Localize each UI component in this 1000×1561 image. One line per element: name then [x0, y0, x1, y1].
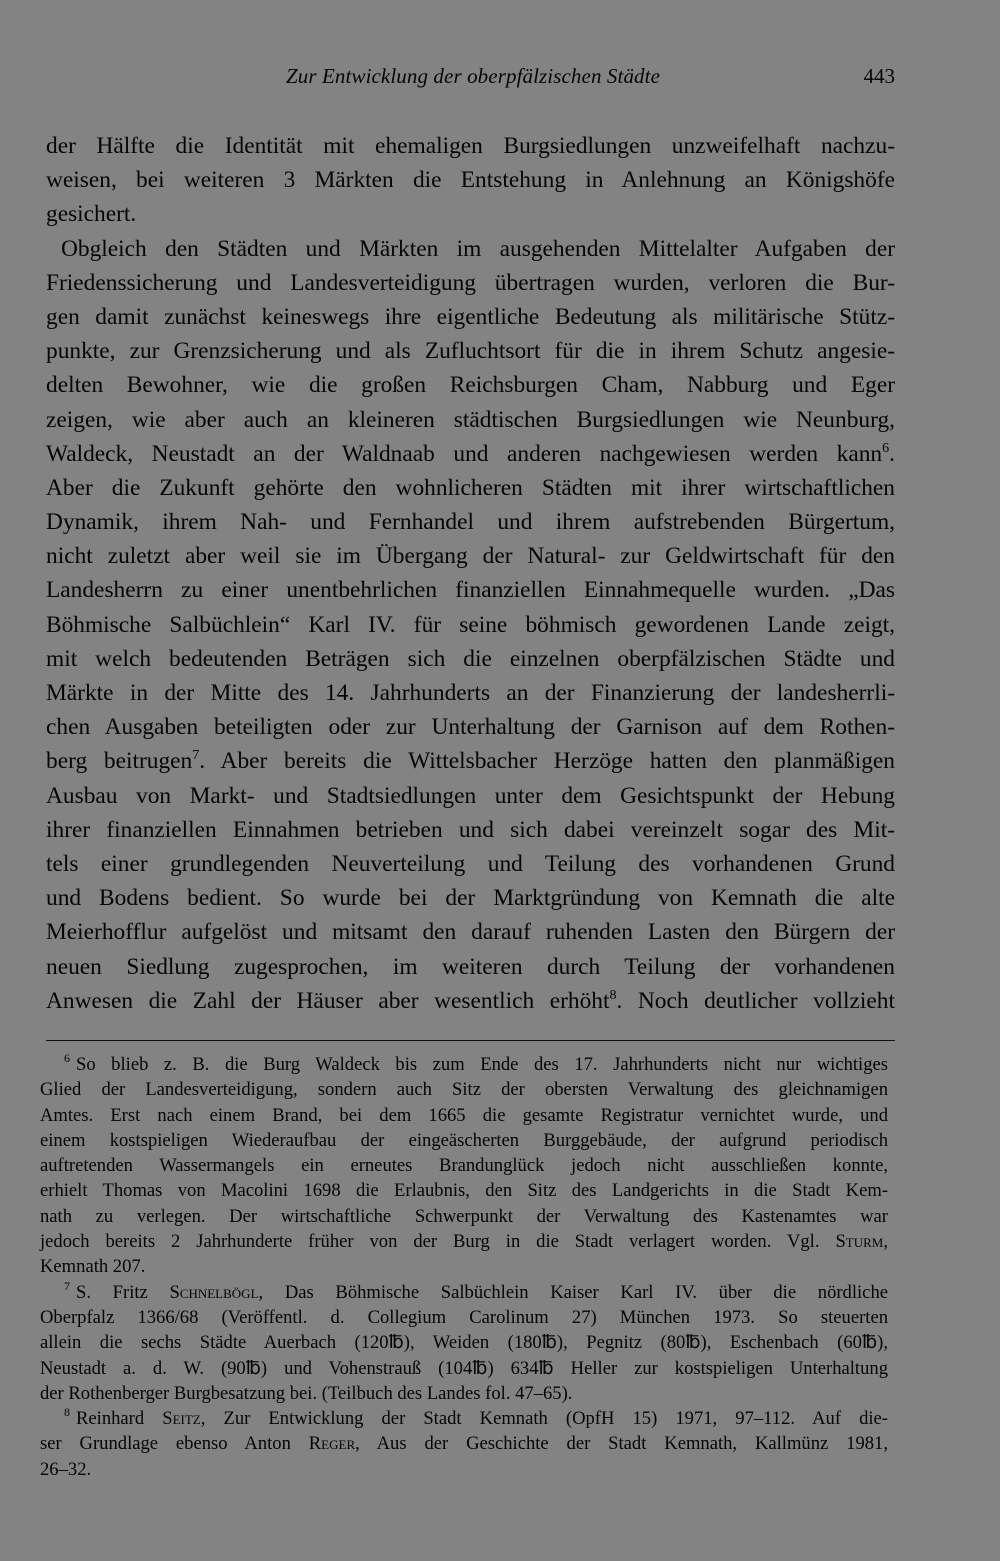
footnote-7-text: , Das Böhmische Salbüchlein Kaiser Karl IV. über die nördliche — [258, 1281, 888, 1303]
body-line: mit welch bedeutenden Beträgen sich die einzelnen oberpfälzischen Städte und — [46, 645, 895, 672]
footnote-6-text: jedoch bereits 2 Jahrhunderte früher von der Burg in die Stadt verlagert worden. Vgl. — [40, 1231, 836, 1253]
footnote-8-text: Reinhard — [76, 1408, 163, 1430]
footnote-6-line: Glied der Landesverteidigung, sondern auch Sitz der obersten Verwaltung des gleichnamigen — [40, 1079, 888, 1101]
body-line: punkte, zur Grenzsicherung und als Zufluchtsort für die in ihrem Schutz angesie- — [46, 338, 895, 365]
footnote-7-line: allein die sechs Städte Auerbach (120℔), Weiden (180℔), Pegnitz (80℔), Eschenbach (60℔), — [40, 1332, 888, 1354]
footnotes — [40, 1052, 888, 1482]
body-line: zeigen, wie aber auch an kleineren städtischen Burgsiedlungen wie Neunburg, — [46, 406, 895, 433]
footnote-7-mark: 7 — [64, 1278, 70, 1293]
body-line: Obgleich den Städten und Märkten im ausgehenden Mittelalter Aufgaben der — [61, 235, 895, 262]
footnote-ref-6[interactable]: 6 — [882, 440, 890, 456]
body-line-tail: . Aber bereits die Wittelsbacher Herzöge hatten den planmäßigen — [199, 748, 895, 775]
body-line: Landesherrn zu einer unentbehrlichen finanziellen Einnahmequelle wurden. „Das — [46, 577, 895, 604]
page-number: 443 — [863, 64, 895, 88]
body-line-tail: . Noch deutlicher vollzieht — [616, 987, 895, 1014]
body-line: Friedenssicherung und Landesverteidigung übertragen wurden, verloren die Bur- — [46, 269, 895, 296]
running-head — [46, 64, 895, 94]
body-line: neuen Siedlung zugesprochen, im weiteren durch Teilung der vorhandenen — [46, 953, 895, 980]
body-line: delten Bewohner, wie die großen Reichsburgen Cham, Nabburg und Eger — [46, 372, 895, 399]
body-line-text: Anwesen die Zahl der Häuser aber wesentlich erhöht — [46, 987, 610, 1014]
body-line: ihrer finanziellen Einnahmen betrieben und sich dabei vereinzelt sogar des Mit- — [46, 816, 895, 843]
footnote-8-author: Seitz — [162, 1408, 201, 1430]
body-line: weisen, bei weiteren 3 Märkten die Entstehung in Anlehnung an Königshöfe — [46, 167, 895, 194]
footnote-8-author: Reger — [308, 1433, 356, 1455]
running-title: Zur Entwicklung der oberpfälzischen Städte — [286, 64, 660, 88]
footnote-8-text: , Aus der Geschichte der Stadt Kemnath, Kallmünz 1981, — [355, 1433, 888, 1455]
body-line: Dynamik, ihrem Nah- und Fernhandel und ihrem aufstrebenden Bürgertum, — [46, 509, 895, 536]
footnote-8-line — [40, 1406, 888, 1431]
body-line-tail: . — [889, 440, 895, 467]
footnote-6-mark: 6 — [64, 1051, 70, 1065]
footnote-7-line — [40, 1280, 888, 1305]
footnote-7-line: Oberpfalz 1366/68 (Veröffentl. d. Collegium Carolinum 27) München 1973. So steuerten — [40, 1306, 888, 1328]
footnote-6-line: Amtes. Erst nach einem Brand, bei dem 1665 die gesamte Registratur vernichtet wurde, und — [40, 1104, 888, 1126]
footnote-8-line — [40, 1431, 888, 1456]
body-line: Aber die Zukunft gehörte den wohnlicheren Städten mit ihrer wirtschaftlichen — [46, 474, 895, 501]
footnote-6-line: erhielt Thomas von Macolini 1698 die Erlaubnis, den Sitz des Landgerichts in die Stadt Kem- — [40, 1180, 888, 1202]
footnote-6-line: Kemnath 207. — [40, 1256, 146, 1278]
footnote-8-text: , Zur Entwicklung der Stadt Kemnath (OpfH 15) 1971, 97–112. Auf die- — [200, 1408, 888, 1430]
footnote-7-line: der Rothenberger Burgbesatzung bei. (Teilbuch des Landes fol. 47–65). — [40, 1382, 573, 1404]
footnote-7-author: Schnelbögl — [169, 1281, 259, 1303]
footnote-8-mark: 8 — [64, 1405, 70, 1420]
footnote-6-text: So blieb z. B. die Burg Waldeck bis zum Ende des 17. Jahrhunderts nicht nur wichtiges — [76, 1054, 888, 1075]
body-line: der Hälfte die Identität mit ehemaligen Burgsiedlungen unzweifelhaft nachzu- — [46, 133, 895, 159]
footnote-6-author: Sturm — [835, 1231, 884, 1253]
footnote-6-text: , — [883, 1231, 888, 1253]
footnote-8-text: ser Grundlage ebenso Anton — [40, 1433, 309, 1455]
footnote-7-text: S. Fritz — [76, 1281, 170, 1303]
footnote-7-line: Neustadt a. d. W. (90℔) und Vohenstrauß (104℔) 634℔ Heller zur kostspieligen Unterhaltung — [40, 1357, 888, 1379]
footnote-6-line: auftretenden Wassermangels ein erneutes Brandunglück jedoch nicht ausschließen konnte, — [40, 1155, 888, 1177]
body-line — [46, 437, 895, 471]
body-text — [46, 129, 895, 1018]
body-line: Meierhofflur aufgelöst und mitsamt den darauf ruhenden Lasten den Bürgern der — [46, 919, 895, 946]
body-line: chen Ausgaben beteiligten oder zur Unterhaltung der Garnison auf dem Rothen- — [46, 714, 895, 741]
footnote-6-line — [40, 1229, 888, 1254]
body-line: Ausbau von Markt- und Stadtsiedlungen unter dem Gesichtspunkt der Hebung — [46, 782, 895, 809]
footnote-6-line: nath zu verlegen. Der wirtschaftliche Schwerpunkt der Verwaltung des Kastenamtes war — [40, 1205, 888, 1227]
footnote-6-line: einem kostspieligen Wiederaufbau der eingeäscherten Burggebäude, der aufgrund periodisch — [40, 1129, 888, 1151]
body-line: Märkte in der Mitte des 14. Jahrhunderts an der Finanzierung der landesherrli- — [46, 680, 895, 706]
body-line: gen damit zunächst keineswegs ihre eigentliche Bedeutung als militärische Stütz- — [46, 303, 895, 330]
body-line-text: Waldeck, Neustadt an der Waldnaab und anderen nachgewiesen werden kann — [46, 440, 883, 467]
footnote-6-line — [40, 1052, 888, 1077]
body-line: Böhmische Salbüchlein“ Karl IV. für seine böhmisch gewordenen Lande zeigt, — [46, 611, 895, 638]
body-line: tels einer grundlegenden Neuverteilung und Teilung des vorhandenen Grund — [46, 850, 895, 877]
body-line — [46, 744, 895, 778]
body-line: und Bodens bedient. So wurde bei der Marktgründung von Kemnath die alte — [46, 885, 895, 912]
body-line-text: berg beitrugen — [46, 748, 193, 775]
body-line — [46, 984, 895, 1018]
body-line: gesichert. — [46, 201, 137, 228]
footnote-ref-7[interactable]: 7 — [192, 748, 200, 764]
footnote-separator — [46, 1040, 895, 1041]
footnote-8-line: 26–32. — [40, 1458, 92, 1480]
body-line: nicht zuletzt aber weil sie im Übergang der Natural- zur Geldwirtschaft für den — [46, 543, 895, 570]
footnote-ref-8[interactable]: 8 — [609, 987, 617, 1003]
